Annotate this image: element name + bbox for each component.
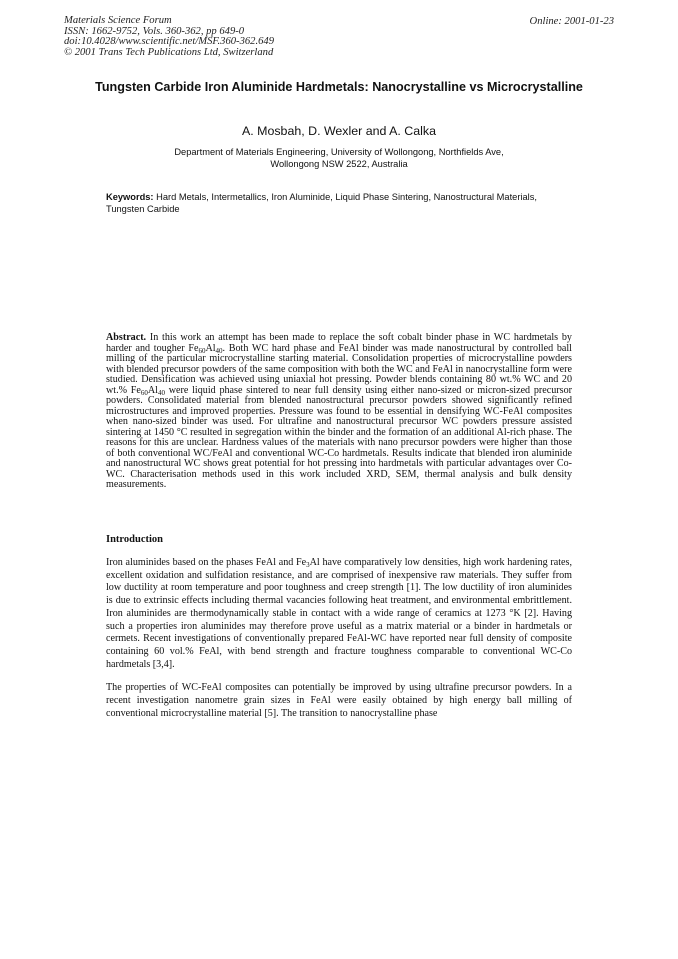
journal-name: Materials Science Forum	[64, 15, 172, 26]
journal-header	[64, 16, 424, 58]
abstract-text-2: . Both WC hard phase and FeAl binder was made nanostructural by controlled ball milling of the particular microcrystalline starting material. Consolidation properties of microcrystalline powders with blended precursor powders of the same composition with both the WC and FeAl in nanocrystalline form were studied. Densification was achieved using uniaxial hot pressing. Powder blends containing 80 wt.% WC and 20 wt.%	[106, 342, 572, 396]
paper-title: Tungsten Carbide Iron Aluminide Hardmetals: Nanocrystalline vs Microcrystalline	[95, 80, 583, 94]
abstract	[106, 333, 572, 491]
keywords	[106, 192, 576, 215]
affiliation-line-1: Department of Materials Engineering, University of Wollongong, Northfields Ave,	[174, 147, 504, 157]
formula-fe3al: $Fe_3Al$	[296, 557, 320, 569]
affiliation-line-2: Wollongong NSW 2522, Australia	[270, 158, 408, 169]
issn-line: ISSN: 1662-9752, Vols. 360-362, pp 649-0	[64, 25, 245, 37]
copyright-line: © 2001 Trans Tech Publications Ltd, Switzerland	[64, 46, 274, 58]
introduction-heading: Introduction	[106, 534, 163, 545]
formula-fe60al40-2: $Fe_{60}Al_{40}$	[130, 384, 165, 397]
formula-fe60al40: $Fe_{60}Al_{40}$	[188, 342, 223, 355]
online-date: Online: 2001-01-23	[529, 16, 614, 27]
introduction-body	[106, 557, 572, 720]
keywords-text: Hard Metals, Intermetallics, Iron Aluminide, Liquid Phase Sintering, Nanostructural Materials, Tungsten Carbide	[106, 192, 537, 214]
abstract-text-3: were liquid phase sintered to near full density using either nano-sized or micron-sized precursor powders. Consolidated material from blended nanostructural precursor powders showed significantly refined microstructures and improved properties. Pressure was found to be essential in densifying WC-FeAl composites when nano-sized binder was used. For ultrafine and nanostructural precursor WC powders pressure assisted sintering at 1450 °C resulted in segregation within the binder and the formation of an additional Al-rich phase. The reasons for this are unclear. Hardness values of the materials with nano precursor powders were higher than those of both conventional WC/FeAl and conventional WC-Co hardmetals. Results indicate that blended iron aluminide and nanostructural WC shows great potential for hot pressing into hardmetals with particular advantages over Co-WC. Characterisation methods used in this work included XRD, SEM, thermal analysis and bulk density measurements.	[106, 384, 572, 490]
intro-paragraph-1: Iron aluminides based on the phases FeAl and $Fe_3Al$ have comparatively low densities, high work hardening rates, excellent oxidation and sulfidation resistance, and are comprised of inexpensive raw materials. They suffer from low ductility at room temperature and poor toughness and creep strength [1]. The low ductility of iron aluminides is due to extrinsic effects including thermal vacancies following heat treatment, and environmental embrittlement. Iron aluminides are thermodynamically stable in contact with a wide range of ceramics at 1273 °K [2]. Having such a properties iron aluminides may therefore prove useful as a matrix material or a binder in hardmetals or cermets. Recent investigations of conventionally prepared FeAl-WC have reported near full density of composite containing 60 vol.% FeAl, with bend strength and fracture toughness comparable to conventional WC-Co hardmetals [3,4].	[106, 557, 572, 670]
abstract-text-1: In this work an attempt has been made to replace the soft cobalt binder phase in WC hardmetals by harder and tougher	[106, 332, 572, 354]
paper-authors: A. Mosbah, D. Wexler and A. Calka	[242, 124, 436, 138]
affiliation	[64, 147, 614, 170]
keywords-label: Keywords:	[106, 192, 154, 202]
abstract-label: Abstract.	[106, 332, 147, 343]
doi-line[interactable]: doi:10.4028/www.scientific.net/MSF.360-362.649	[64, 36, 274, 48]
intro-paragraph-2: The properties of WC-FeAl composites can potentially be improved by using ultrafine precursor powders. In a recent investigation nanometre grain sizes in FeAl were easily obtained by high energy ball milling of conventional microcrystalline material [5]. The transition to nanocrystalline phase	[106, 682, 572, 719]
